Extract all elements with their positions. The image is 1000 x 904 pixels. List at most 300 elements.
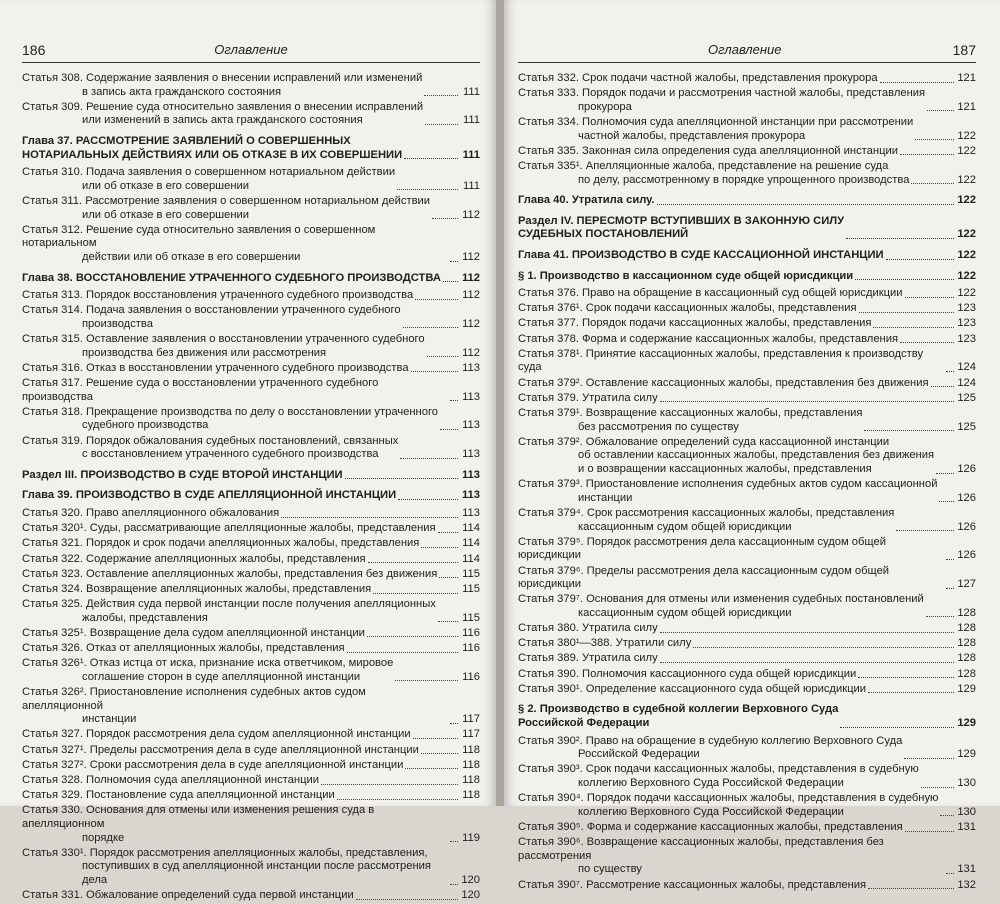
toc-entry-line: и о возвращении кассационных жалобы, представления (578, 462, 872, 475)
toc-entry (518, 652, 976, 666)
toc-entry (22, 789, 480, 803)
toc-entry-text (22, 469, 343, 483)
toc-page-number: 128 (957, 652, 976, 665)
dot-leader (438, 531, 458, 533)
toc-entry-line: Глава 38. ВОССТАНОВЛЕНИЕ УТРАЧЕННОГО СУДЕБНОГО ПРОИЗВОДСТВА (22, 271, 441, 284)
toc-entry-line: Статья 327. Порядок рассмотрения дела судом апелляционной инстанции (22, 728, 411, 741)
toc-page-number: 131 (957, 820, 976, 833)
toc-page-number: 111 (462, 114, 480, 127)
toc-entry-text (22, 362, 409, 376)
toc-entry-line: Статья 330. Основания для отмены или изменения решения суда в апелляционном (22, 804, 375, 830)
toc-entry (22, 522, 480, 536)
toc-entry (518, 116, 976, 143)
toc-entry-line: Статья 323. Оставление апелляционных жалобы, представления без движения (22, 567, 438, 580)
toc-entry-line: Статья 312. Решение суда относительно заявления о совершенном нотариальном (22, 223, 376, 250)
toc-entry-line: Статья 379¹. Возвращение кассационных жалобы, представления (518, 407, 863, 419)
toc-entry (22, 598, 480, 625)
toc-entry-line: Статья 332. Срок подачи частной жалобы, представления прокурора (518, 72, 878, 84)
dot-leader (900, 153, 954, 155)
toc-entry-line: Статья 333. Порядок подачи и рассмотрения частной жалобы, представления (518, 87, 926, 100)
toc-heading (22, 489, 480, 503)
toc-page-number: 122 (957, 269, 976, 282)
toc-entry-line: Статья 317. Решение суда о восстановлении утраченного судебного производства (22, 377, 379, 403)
toc-entry (518, 565, 976, 592)
toc-page-number: 113 (462, 506, 480, 519)
dot-leader (367, 635, 458, 637)
toc-entry-text (22, 789, 335, 803)
dot-leader (846, 237, 954, 239)
toc-entry-line: производства без движения или рассмотрения (82, 346, 327, 359)
toc-entry-line: инстанции (578, 491, 633, 504)
toc-page-number: 120 (461, 889, 480, 902)
toc-page-number: 112 (462, 346, 480, 359)
toc-entry-line: Статья 380¹—388. Утратили силу (518, 637, 692, 650)
toc-entry-line: Российской Федерации (578, 748, 700, 761)
dot-leader (347, 651, 458, 653)
toc-entry-line: Статья 376¹. Срок подачи кассационных жалобы, представления (518, 302, 857, 315)
toc-entry-line: Статья 376. Право на обращение в кассационный суд общей юрисдикции (518, 287, 903, 300)
toc-entry-line: Статья 322. Содержание апелляционных жалобы, представления (22, 552, 366, 565)
toc-entry-text (22, 224, 448, 265)
toc-entry (22, 627, 480, 641)
toc-page-number: 113 (462, 448, 480, 461)
toc-page-number: 111 (462, 148, 480, 161)
toc-entry-line: Статья 324. Возвращение апелляционных жалобы, представления (22, 582, 372, 595)
toc-entry (22, 759, 480, 773)
toc-heading (22, 272, 480, 286)
toc-entry-text (22, 522, 436, 536)
toc-page-number: 124 (957, 361, 976, 374)
toc-entry-text (518, 536, 944, 563)
toc-entry-line: Статья 308. Содержание заявления о внесении исправлений или изменений (22, 72, 423, 84)
toc-entry (518, 622, 976, 636)
toc-entry (518, 792, 976, 819)
toc-entry (22, 224, 480, 265)
toc-entry-line: Статья 310. Подача заявления о совершенном нотариальном действии (22, 166, 396, 179)
toc-entry-line: Статья 334. Полномочия суда апелляционной инстанции при рассмотрении (518, 115, 914, 128)
toc-entry-line: Статья 331. Обжалование определений суда первой инстанции (22, 889, 354, 902)
toc-entry-line: Статья 330¹. Порядок рассмотрения апелляционных жалобы, представления, (22, 846, 428, 859)
toc-heading (518, 215, 976, 242)
toc-entry-line: Статья 319. Порядок обжалования судебных постановлений, связанных (22, 434, 399, 447)
toc-page-number: 122 (957, 173, 976, 186)
toc-entry (22, 583, 480, 597)
dot-leader (927, 109, 954, 111)
dot-leader (926, 615, 954, 617)
toc-entry-line: по существу (578, 863, 642, 876)
toc-entry-line: Статья 326. Отказ от апелляционных жалобы, представления (22, 642, 345, 655)
toc-entry-text (22, 377, 448, 404)
toc-entry (518, 836, 976, 877)
toc-page-number: 122 (957, 228, 976, 241)
toc-entry-line: Статья 311. Рассмотрение заявления о совершенном нотариальном действии (22, 194, 431, 207)
toc-page-number: 114 (462, 552, 480, 565)
toc-entry-line: Статья 326². Приостановление исполнения судебных актов судом апелляционной (22, 686, 366, 712)
toc-page-number: 128 (957, 667, 976, 680)
toc-page-number: 113 (462, 361, 480, 374)
toc-page-number: 128 (957, 637, 976, 650)
toc-entry-line: Статья 327². Сроки рассмотрения дела в суде апелляционной инстанции (22, 758, 404, 771)
toc-page-number: 132 (957, 878, 976, 891)
toc-entry-text (22, 744, 419, 758)
toc-page-number: 115 (462, 582, 480, 595)
toc-entry (22, 101, 480, 128)
toc-entry-line: Статья 335. Законная сила определения суда апелляционной инстанции (518, 144, 898, 157)
toc-entry (518, 72, 976, 86)
toc-entry-text (22, 507, 279, 521)
toc-entry (518, 87, 976, 114)
dot-leader (931, 385, 954, 387)
toc-entry-line: производства (82, 317, 153, 330)
toc-entry (22, 333, 480, 360)
toc-entry-text (518, 763, 919, 790)
dot-leader (880, 81, 954, 83)
toc-entry-line: жалобы, представления (82, 611, 208, 624)
toc-entry (518, 879, 976, 893)
toc-entry-text (518, 703, 838, 730)
toc-entry-text (22, 686, 448, 727)
toc-page-number: 128 (957, 606, 976, 619)
toc-entry-text (518, 683, 866, 697)
toc-entry-line: частной жалобы, представления прокурора (578, 129, 806, 142)
toc-page-number: 124 (957, 376, 976, 389)
dot-leader (398, 498, 458, 500)
toc-entry-line: Статья 379⁵. Порядок рассмотрения дела кассационным судом общей юрисдикции (518, 535, 886, 562)
toc-entry (22, 744, 480, 758)
dot-leader (946, 558, 954, 560)
toc-entry-line: в запись акта гражданского состояния (82, 85, 282, 98)
toc-entry-text (518, 836, 944, 877)
toc-page-number: 116 (462, 642, 480, 655)
toc-entry-text (518, 270, 853, 284)
dot-leader (859, 311, 954, 313)
toc-entry (22, 553, 480, 567)
dot-leader (855, 278, 954, 280)
dot-leader (450, 260, 458, 262)
toc-entry (518, 536, 976, 563)
toc-page-number: 131 (957, 863, 976, 876)
dot-leader (905, 296, 954, 298)
toc-entry-text (518, 436, 934, 477)
toc-page-number: 112 (462, 208, 480, 221)
left-toc (22, 72, 480, 904)
toc-entry (22, 642, 480, 656)
dot-leader (946, 872, 954, 874)
toc-entry-line: Глава 41. ПРОИЗВОДСТВО В СУДЕ КАССАЦИОННОЙ ИНСТАНЦИИ (518, 248, 884, 261)
toc-entry-text (518, 478, 937, 505)
toc-entry-line: Статья 320¹. Суды, рассматривающие апелляционные жалобы, представления (22, 522, 436, 535)
toc-entry (518, 302, 976, 316)
toc-entry-text (518, 215, 844, 242)
toc-entry-line: инстанции (82, 713, 137, 726)
toc-page-number: 123 (957, 317, 976, 330)
toc-heading (518, 249, 976, 263)
right-running-title: Оглавление (708, 42, 782, 57)
toc-page-number: 118 (462, 789, 480, 802)
toc-entry (518, 593, 976, 620)
dot-leader (450, 399, 458, 401)
dot-leader (905, 830, 954, 832)
toc-entry (22, 362, 480, 376)
toc-entry (518, 407, 976, 434)
toc-entry-text (22, 101, 423, 128)
right-toc (518, 72, 976, 894)
dot-leader (939, 500, 954, 502)
toc-page-number: 119 (462, 831, 480, 844)
toc-entry-line: Статья 389. Утратила силу (518, 652, 658, 665)
dot-leader (864, 429, 954, 431)
toc-page-number: 127 (957, 578, 976, 591)
toc-entry-text (22, 657, 393, 684)
toc-page-number: 113 (462, 390, 480, 403)
toc-entry-line: § 2. Производство в судебной коллегии Верховного Суда (518, 703, 839, 716)
toc-entry-text (518, 565, 944, 592)
dot-leader (946, 587, 954, 589)
dot-leader (421, 546, 458, 548)
toc-page-number: 115 (462, 611, 480, 624)
toc-page-number: 117 (462, 713, 480, 726)
toc-entry-text (22, 135, 402, 162)
toc-page-number: 121 (957, 100, 976, 113)
dot-leader (443, 280, 458, 282)
toc-entry (518, 348, 976, 375)
dot-leader (411, 370, 458, 372)
toc-entry (22, 728, 480, 742)
toc-entry-line: поступивших в суд апелляционной инстанции после рассмотрения дела (82, 860, 431, 886)
toc-entry (518, 145, 976, 159)
dot-leader (900, 341, 954, 343)
toc-entry-line: НОТАРИАЛЬНЫХ ДЕЙСТВИЯХ ИЛИ ОБ ОТКАЗЕ В ИХ СОВЕРШЕНИИ (22, 148, 403, 161)
toc-entry-line: Статья 390. Полномочия кассационного суда общей юрисдикции (518, 667, 857, 680)
right-page-number: 187 (952, 42, 976, 58)
toc-entry-line: кассационным судом общей юрисдикции (578, 606, 792, 619)
toc-entry-line: коллегию Верховного Суда Российской Федерации (578, 805, 844, 818)
left-page (0, 0, 496, 902)
toc-page-number: 125 (957, 391, 976, 404)
toc-entry-text (518, 507, 894, 534)
toc-entry-line: Раздел IV. ПЕРЕСМОТР ВСТУПИВШИХ В ЗАКОННУЮ СИЛУ (518, 214, 845, 227)
dot-leader (405, 767, 458, 769)
toc-entry-text (518, 287, 903, 301)
toc-page-number: 112 (462, 289, 480, 302)
dot-leader (450, 840, 458, 842)
toc-entry-line: Статья 390². Право на обращение в судебную коллегию Верховного Суда (518, 734, 903, 747)
toc-entry (22, 435, 480, 462)
toc-entry (22, 289, 480, 303)
toc-entry-line: Статья 390⁴. Порядок подачи кассационных жалобы, представления в судебную (518, 792, 939, 805)
toc-page-number: 116 (462, 670, 480, 683)
toc-entry-text (22, 583, 371, 597)
left-running-title: Оглавление (214, 42, 288, 57)
toc-entry (22, 774, 480, 788)
toc-page-number: 114 (462, 537, 480, 550)
toc-entry-line: прокурора (578, 100, 632, 113)
dot-leader (946, 370, 954, 372)
toc-entry-text (518, 821, 903, 835)
toc-entry-line: порядке (82, 831, 125, 844)
dot-leader (915, 138, 954, 140)
toc-page-number: 111 (462, 85, 480, 98)
toc-entry (22, 847, 480, 888)
dot-leader (873, 326, 954, 328)
toc-entry (518, 392, 976, 406)
toc-page-number: 116 (462, 626, 480, 639)
dot-leader (921, 786, 954, 788)
dot-leader (450, 722, 458, 724)
toc-entry-line: Статья 321. Порядок и срок подачи апелляционных жалобы, представления (22, 537, 420, 550)
toc-page-number: 112 (462, 317, 480, 330)
toc-entry-line: Статья 318. Прекращение производства по делу о восстановлении утраченного (22, 405, 438, 418)
toc-entry-line: Статья 325. Действия суда первой инстанции после получения апелляционных (22, 598, 436, 611)
toc-entry-line: Статья 379³. Приостановление исполнения судебных актов судом кассационной (518, 478, 938, 491)
toc-entry-line: Глава 37. РАССМОТРЕНИЕ ЗАЯВЛЕНИЙ О СОВЕРШЕННЫХ (22, 134, 351, 147)
toc-entry (518, 507, 976, 534)
toc-page-number: 113 (461, 468, 480, 481)
toc-page-number: 122 (957, 287, 976, 300)
toc-page-number: 122 (957, 248, 976, 261)
toc-entry-line: Статья 328. Полномочия суда апелляционной инстанции (22, 773, 319, 786)
toc-entry-text (22, 598, 436, 625)
dot-leader (693, 646, 954, 648)
toc-heading (518, 270, 976, 284)
toc-heading (518, 703, 976, 730)
toc-entry (22, 195, 480, 222)
dot-leader (424, 94, 458, 96)
toc-entry-text (518, 160, 909, 187)
toc-entry-line: Статья 390⁶. Возвращение кассационных жалобы, представления без рассмотрения (518, 836, 884, 862)
toc-entry-text (22, 195, 430, 222)
toc-entry-text (518, 302, 857, 316)
toc-entry-text (518, 593, 924, 620)
toc-entry-line: Статья 390⁷. Рассмотрение кассационных жалобы, представления (518, 878, 867, 891)
toc-entry (518, 683, 976, 697)
toc-entry (22, 889, 480, 903)
toc-entry-text (518, 652, 658, 666)
toc-entry (22, 507, 480, 521)
toc-entry-line: Статья 378. Форма и содержание кассационных жалобы, представления (518, 332, 899, 345)
dot-leader (858, 676, 954, 678)
toc-entry (518, 436, 976, 477)
toc-page-number: 129 (957, 717, 976, 729)
toc-entry (518, 377, 976, 391)
toc-entry-line: Статья 379². Оставление кассационных жалобы, представления без движения (518, 376, 929, 389)
toc-entry-text (518, 87, 925, 114)
toc-page-number: 112 (461, 271, 480, 284)
dot-leader (660, 400, 954, 402)
toc-entry-text (518, 145, 898, 159)
toc-entry (518, 317, 976, 331)
toc-entry (22, 166, 480, 193)
toc-entry-text (518, 668, 856, 682)
dot-leader (404, 157, 458, 159)
toc-entry (518, 735, 976, 762)
toc-entry-text (518, 116, 913, 143)
toc-entry-text (22, 272, 441, 286)
toc-entry-line: Глава 40. Утратила силу. (518, 194, 655, 207)
toc-entry-text (22, 847, 448, 888)
toc-entry-text (518, 622, 658, 636)
dot-leader (413, 737, 458, 739)
toc-page-number: 123 (957, 302, 976, 315)
toc-page-number: 118 (462, 758, 480, 771)
right-page-header (518, 40, 976, 63)
toc-page-number: 126 (957, 520, 976, 533)
toc-page-number: 114 (462, 522, 480, 535)
toc-entry-text (22, 627, 365, 641)
toc-entry-line: Статья 390³. Срок подачи кассационных жалобы, представления в судебную (518, 763, 919, 776)
dot-leader (281, 516, 458, 518)
dot-leader (868, 691, 954, 693)
toc-entry-text (22, 728, 411, 742)
dot-leader (660, 631, 954, 633)
dot-leader (432, 217, 458, 219)
dot-leader (940, 814, 954, 816)
toc-entry (518, 763, 976, 790)
toc-entry-line: без рассмотрения по существу (578, 420, 739, 433)
toc-entry-line: или об отказе в его совершении (82, 179, 250, 192)
dot-leader (868, 887, 954, 889)
toc-entry-text (518, 792, 938, 819)
toc-page-number: 126 (957, 549, 976, 562)
toc-entry (22, 406, 480, 433)
toc-page-number: 123 (957, 332, 976, 345)
toc-entry-line: Статья 379⁶. Пределы рассмотрения дела кассационным судом общей юрисдикции (518, 564, 890, 591)
toc-entry-line: Статья 390¹. Определение кассационного суда общей юрисдикции (518, 682, 867, 695)
dot-leader (896, 529, 954, 531)
toc-entry-line: или изменений в запись акта гражданского состояния (82, 114, 363, 127)
toc-entry-text (22, 289, 413, 303)
toc-entry-line: Статья 325¹. Возвращение дела судом апелляционной инстанции (22, 626, 365, 639)
toc-entry-text (518, 879, 866, 893)
toc-page-number: 125 (957, 420, 976, 433)
toc-page-number: 111 (462, 179, 480, 192)
toc-entry (518, 478, 976, 505)
dot-leader (439, 576, 458, 578)
toc-entry-line: Статья 379⁴. Срок рассмотрения кассационных жалобы, представления (518, 506, 895, 519)
toc-entry (22, 804, 480, 845)
toc-entry-line: коллегию Верховного Суда Российской Федерации (578, 776, 844, 789)
toc-heading (518, 194, 976, 208)
toc-page-number: 113 (461, 489, 480, 502)
toc-page-number: 118 (462, 743, 480, 756)
toc-page-number: 126 (957, 491, 976, 504)
toc-entry-line: с восстановлением утраченного судебного производства (82, 448, 379, 461)
toc-entry (22, 537, 480, 551)
dot-leader (660, 661, 954, 663)
toc-entry (518, 333, 976, 347)
toc-entry-text (22, 759, 403, 773)
toc-entry-line: или об отказе в его совершении (82, 208, 250, 221)
dot-leader (936, 472, 954, 474)
toc-page-number: 117 (462, 728, 480, 741)
toc-entry-text (22, 553, 366, 567)
toc-entry-line: Статья 329. Постановление суда апелляционной инстанции (22, 789, 335, 802)
toc-entry-text (518, 194, 655, 208)
dot-leader (345, 477, 458, 479)
toc-page-number: 115 (462, 567, 480, 580)
toc-entry-text (22, 774, 319, 788)
toc-entry (22, 377, 480, 404)
toc-entry-line: Глава 39. ПРОИЗВОДСТВО В СУДЕ АПЕЛЛЯЦИОННОЙ ИНСТАНЦИИ (22, 489, 397, 502)
dot-leader (425, 123, 458, 125)
left-page-header (22, 40, 480, 63)
dot-leader (438, 620, 458, 622)
toc-entry-text (22, 889, 354, 903)
dot-leader (337, 798, 458, 800)
toc-entry-text (518, 407, 862, 434)
toc-page-number: 126 (957, 462, 976, 475)
toc-entry-text (518, 637, 691, 651)
